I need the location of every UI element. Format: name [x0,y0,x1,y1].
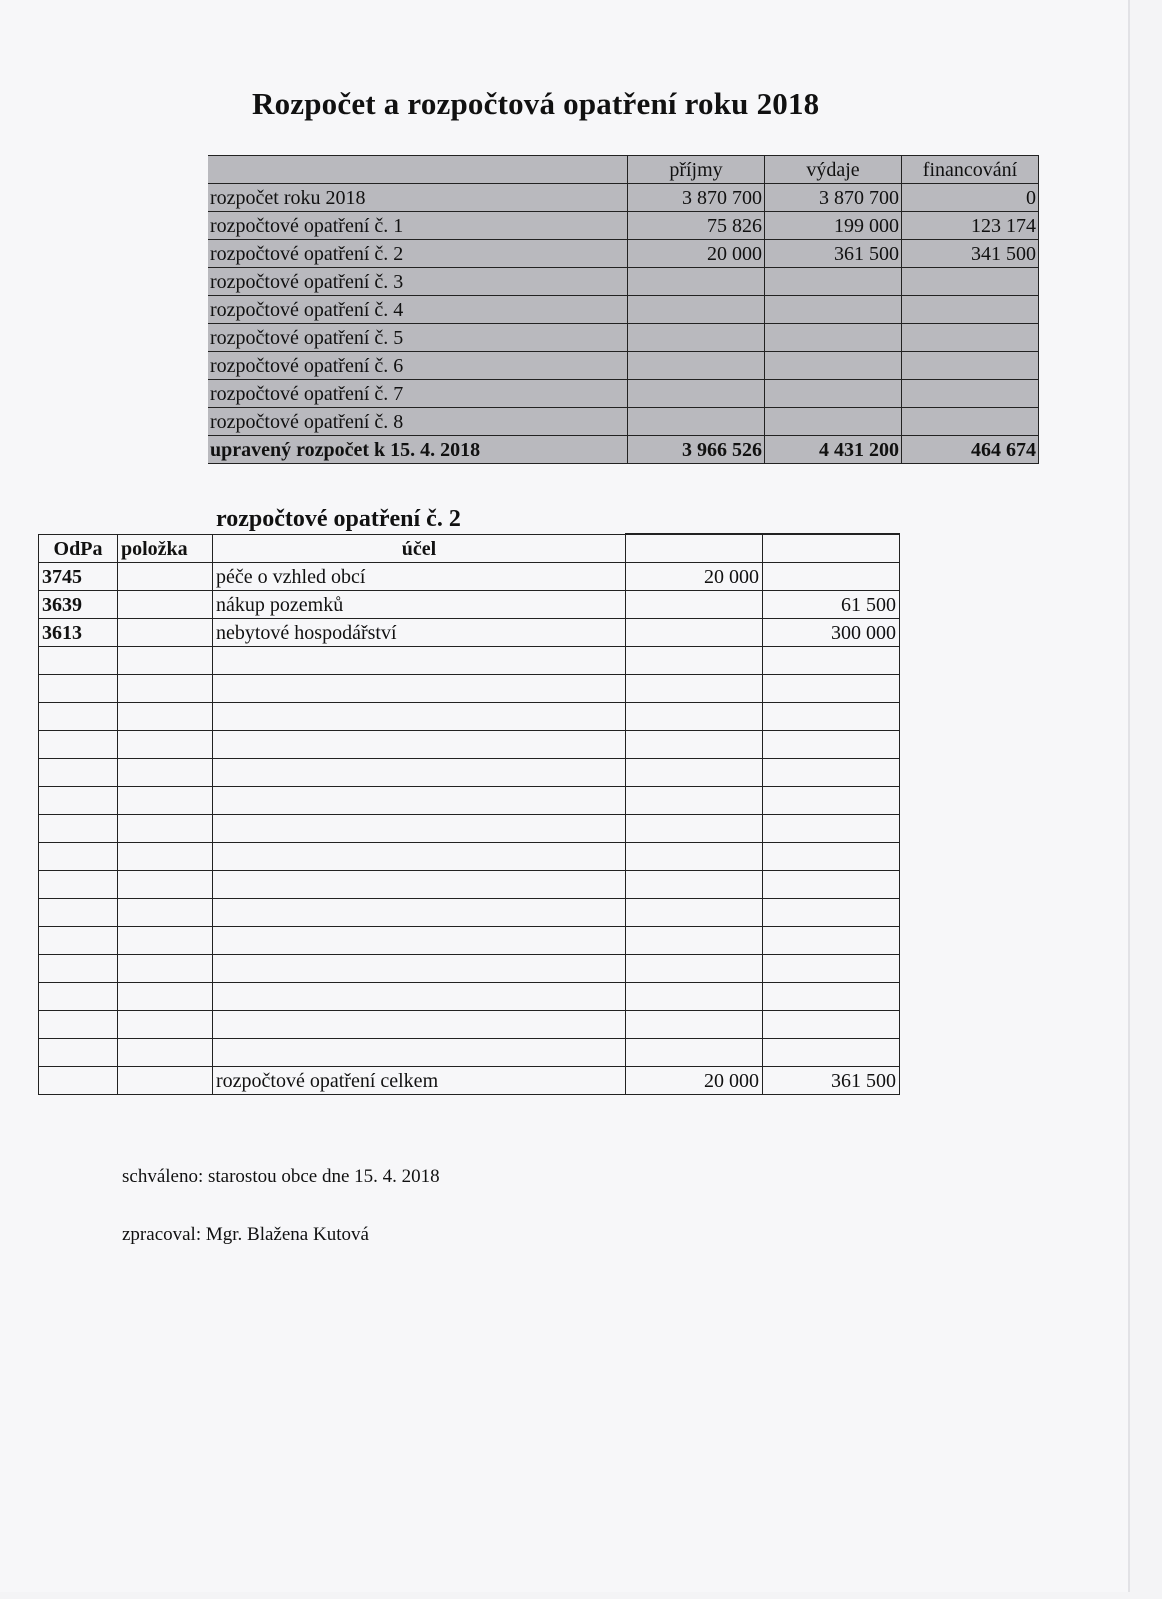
summary-row-prijmy [628,352,765,380]
measure-row-prijmy: 20 000 [626,563,763,591]
measure-empty-row [39,843,900,871]
summary-row-vydaje: 199 000 [765,212,902,240]
summary-total-vydaje: 4 431 200 [765,436,902,464]
measure-row-ucel: péče o vzhled obcí [213,563,626,591]
measure-row-ucel [213,759,626,787]
measure-row-ucel [213,955,626,983]
measure-row-vydaje [763,787,900,815]
measure-empty-row [39,1011,900,1039]
summary-row-prijmy [628,408,765,436]
measure-row-odpa [39,843,118,871]
summary-row-financovani: 341 500 [902,240,1039,268]
measure-empty-row [39,927,900,955]
summary-row-prijmy [628,296,765,324]
summary-row-vydaje [765,268,902,296]
measure-col-vydaje [763,535,900,563]
measure-row-vydaje: 300 000 [763,619,900,647]
measure-row-polozka [118,731,213,759]
measure-row-ucel [213,983,626,1011]
document-title: Rozpočet a rozpočtová opatření roku 2018 [252,86,820,121]
measure-row-ucel: nebytové hospodářství [213,619,626,647]
measure-row-vydaje [763,1011,900,1039]
summary-total-prijmy: 3 966 526 [628,436,765,464]
summary-row-label: rozpočtové opatření č. 1 [208,212,628,240]
measure-empty-row [39,787,900,815]
measure-row-ucel [213,731,626,759]
summary-header-blank [208,156,628,184]
summary-row-prijmy: 20 000 [628,240,765,268]
measure-row-ucel [213,703,626,731]
measure-empty-row [39,759,900,787]
summary-row-vydaje: 361 500 [765,240,902,268]
measure-row-polozka [118,787,213,815]
summary-row [208,408,1039,436]
measure-col-polozka: položka [118,535,213,563]
measure-row [39,563,900,591]
summary-row-vydaje [765,296,902,324]
measure-row-prijmy [626,815,763,843]
measure-row-odpa: 3745 [39,563,118,591]
measure-col-ucel: účel [213,535,626,563]
measure-row-odpa [39,1011,118,1039]
measure-row-prijmy [626,647,763,675]
budget-measure-table [38,533,900,1095]
measure-row-odpa [39,1039,118,1067]
measure-row-odpa [39,815,118,843]
measure-row-prijmy [626,787,763,815]
measure-row-odpa [39,983,118,1011]
measure-row-polozka [118,675,213,703]
measure-total-prijmy: 20 000 [626,1067,763,1095]
summary-total-financovani: 464 674 [902,436,1039,464]
measure-empty-row [39,815,900,843]
measure-row-ucel [213,1039,626,1067]
measure-row-vydaje [763,703,900,731]
summary-row-prijmy [628,324,765,352]
measure-row-polozka [118,619,213,647]
measure-row-polozka [118,759,213,787]
measure-total-row [39,1067,900,1095]
measure-row-odpa [39,787,118,815]
measure-row-prijmy [626,899,763,927]
measure-row-odpa [39,955,118,983]
measure-row-prijmy [626,871,763,899]
summary-row-vydaje [765,324,902,352]
prepared-by-note: zpracoval: Mgr. Blažena Kutová [122,1224,369,1245]
measure-row-prijmy [626,1011,763,1039]
measure-row-polozka [118,955,213,983]
summary-row-financovani [902,408,1039,436]
measure-empty-row [39,899,900,927]
summary-row [208,324,1039,352]
measure-row-prijmy [626,1039,763,1067]
measure-row-prijmy [626,983,763,1011]
summary-row-financovani: 0 [902,184,1039,212]
summary-row-prijmy [628,380,765,408]
measure-row-ucel [213,871,626,899]
measure-row-ucel [213,1011,626,1039]
measure-row-vydaje [763,871,900,899]
summary-row-prijmy [628,268,765,296]
summary-row-label: rozpočet roku 2018 [208,184,628,212]
measure-row [39,591,900,619]
measure-row-polozka [118,843,213,871]
measure-row-vydaje [763,675,900,703]
summary-row-label: rozpočtové opatření č. 8 [208,408,628,436]
measure-empty-row [39,647,900,675]
summary-row-vydaje [765,352,902,380]
measure-row-vydaje [763,1039,900,1067]
measure-row-polozka [118,1011,213,1039]
measure-row-ucel [213,675,626,703]
measure-header-row [39,535,900,563]
measure-row-prijmy [626,731,763,759]
summary-row-vydaje [765,408,902,436]
summary-row-prijmy: 75 826 [628,212,765,240]
measure-row-ucel [213,843,626,871]
summary-row-label: rozpočtové opatření č. 2 [208,240,628,268]
measure-row-odpa [39,871,118,899]
measure-row-ucel [213,927,626,955]
measure-row-vydaje [763,563,900,591]
measure-row-polozka [118,647,213,675]
measure-row [39,619,900,647]
measure-row-prijmy [626,703,763,731]
measure-row-odpa [39,703,118,731]
summary-row [208,212,1039,240]
summary-row-label: rozpočtové opatření č. 3 [208,268,628,296]
measure-row-prijmy [626,675,763,703]
summary-row-financovani: 123 174 [902,212,1039,240]
summary-row-vydaje [765,380,902,408]
measure-row-prijmy [626,927,763,955]
measure-total-label: rozpočtové opatření celkem [213,1067,626,1095]
summary-row-financovani [902,324,1039,352]
measure-row-prijmy [626,759,763,787]
measure-row-polozka [118,815,213,843]
measure-row-vydaje [763,843,900,871]
measure-empty-row [39,731,900,759]
measure-empty-row [39,955,900,983]
measure-row-vydaje [763,731,900,759]
measure-total-polozka [118,1067,213,1095]
measure-row-odpa: 3639 [39,591,118,619]
measure-col-prijmy [626,535,763,563]
measure-row-prijmy [626,843,763,871]
measure-row-polozka [118,591,213,619]
measure-row-polozka [118,871,213,899]
measure-row-polozka [118,563,213,591]
summary-row-prijmy: 3 870 700 [628,184,765,212]
measure-row-odpa [39,927,118,955]
summary-row [208,352,1039,380]
measure-empty-row [39,675,900,703]
summary-row [208,268,1039,296]
measure-empty-row [39,1039,900,1067]
summary-row-label: rozpočtové opatření č. 4 [208,296,628,324]
measure-row-prijmy [626,619,763,647]
measure-row-vydaje [763,955,900,983]
measure-row-vydaje [763,927,900,955]
measure-row-odpa [39,675,118,703]
measure-empty-row [39,703,900,731]
measure-row-prijmy [626,955,763,983]
measure-empty-row [39,871,900,899]
measure-row-vydaje [763,647,900,675]
measure-row-polozka [118,703,213,731]
measure-row-odpa [39,731,118,759]
measure-heading: rozpočtové opatření č. 2 [216,506,461,532]
summary-row-vydaje: 3 870 700 [765,184,902,212]
measure-row-prijmy [626,591,763,619]
summary-col-financovani: financování [902,156,1039,184]
measure-row-ucel: nákup pozemků [213,591,626,619]
summary-total-row [208,436,1039,464]
measure-row-odpa [39,647,118,675]
measure-row-vydaje [763,815,900,843]
measure-row-ucel [213,899,626,927]
summary-row-label: rozpočtové opatření č. 6 [208,352,628,380]
measure-row-odpa [39,899,118,927]
measure-row-vydaje [763,899,900,927]
summary-row [208,240,1039,268]
summary-row-financovani [902,380,1039,408]
summary-row-label: rozpočtové opatření č. 5 [208,324,628,352]
summary-row-label: rozpočtové opatření č. 7 [208,380,628,408]
measure-row-polozka [118,927,213,955]
measure-row-polozka [118,983,213,1011]
measure-row-vydaje [763,983,900,1011]
summary-col-vydaje: výdaje [765,156,902,184]
measure-row-ucel [213,647,626,675]
summary-row-financovani [902,296,1039,324]
summary-row-financovani [902,268,1039,296]
measure-row-vydaje [763,759,900,787]
measure-row-odpa: 3613 [39,619,118,647]
summary-total-label: upravený rozpočet k 15. 4. 2018 [208,436,628,464]
summary-row-financovani [902,352,1039,380]
measure-total-vydaje: 361 500 [763,1067,900,1095]
summary-col-prijmy: příjmy [628,156,765,184]
measure-total-odpa [39,1067,118,1095]
measure-col-odpa: OdPa [39,535,118,563]
budget-summary-table [208,155,1039,464]
measure-row-ucel [213,787,626,815]
measure-row-polozka [118,1039,213,1067]
approval-note: schváleno: starostou obce dne 15. 4. 2018 [122,1166,440,1187]
measure-empty-row [39,983,900,1011]
summary-header-row [208,156,1039,184]
measure-row-ucel [213,815,626,843]
summary-row [208,380,1039,408]
summary-row [208,184,1039,212]
summary-row [208,296,1039,324]
measure-row-vydaje: 61 500 [763,591,900,619]
measure-row-odpa [39,759,118,787]
measure-row-polozka [118,899,213,927]
